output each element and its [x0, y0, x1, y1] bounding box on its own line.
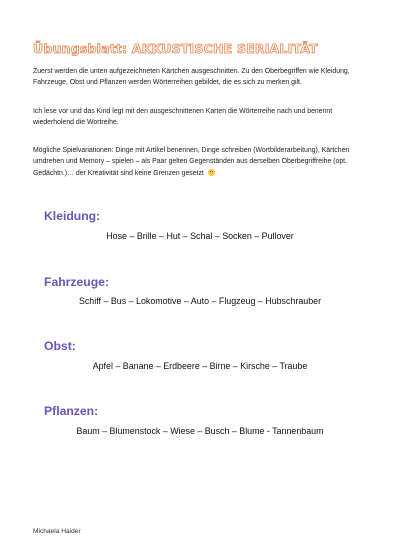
intro-paragraph-2: Ich lese vor und das Kind legt mit den ausgeschnittenen Karten die Wörterreihe nach und benennt wiederholend die Wortreihe. [33, 108, 333, 127]
intro-paragraph-3-text: Mögliche Spielvariationen: Dinge mit Artikel benennen, Dinge schreiben (Wortbilderarbeitung), Kärtchen umdrehen und Memory – spielen – als Paar gelten Gegenständen aus derselben Oberbegriffreihe (opt. Gedächtn.)… der Kreativität sind keine Grenzen gesetzt [33, 147, 350, 177]
category-heading-obst: Obst: [44, 339, 76, 353]
category-heading-kleidung: Kleidung: [44, 209, 101, 223]
author-name: Michaela Haider [33, 528, 81, 535]
word-series-obst: Apfel – Banane – Erdbeere – Birne – Kirsche – Traube [92, 361, 308, 371]
intro-paragraph-1: Zuerst werden die unten aufgezeichneten Kärtchen ausgeschnitten. Zu den Oberbegriffen wie Kleidung, Fahrzeuge, Obst und Pflanzen werden Wörterreihen gebildet, die es sich zu merken gilt. [33, 68, 350, 87]
smiling-face-icon [208, 169, 215, 176]
category-heading-pflanzen: Pflanzen: [44, 404, 99, 418]
page-title: Übungsblatt: AKKUSTISCHE SERIALITÄT [33, 41, 318, 56]
intro-paragraph-3 [33, 145, 363, 179]
category-heading-fahrzeuge: Fahrzeuge: [44, 275, 110, 289]
word-series-pflanzen: Baum – Blumenstock – Wiese – Busch – Blume - Tannenbaum [76, 426, 324, 436]
word-series-kleidung: Hose – Brille – Hut – Schal – Socken – Pullover [106, 231, 294, 241]
word-series-fahrzeuge: Schiff – Bus – Lokomotive – Auto – Flugzeug – Hubschrauber [78, 296, 322, 306]
